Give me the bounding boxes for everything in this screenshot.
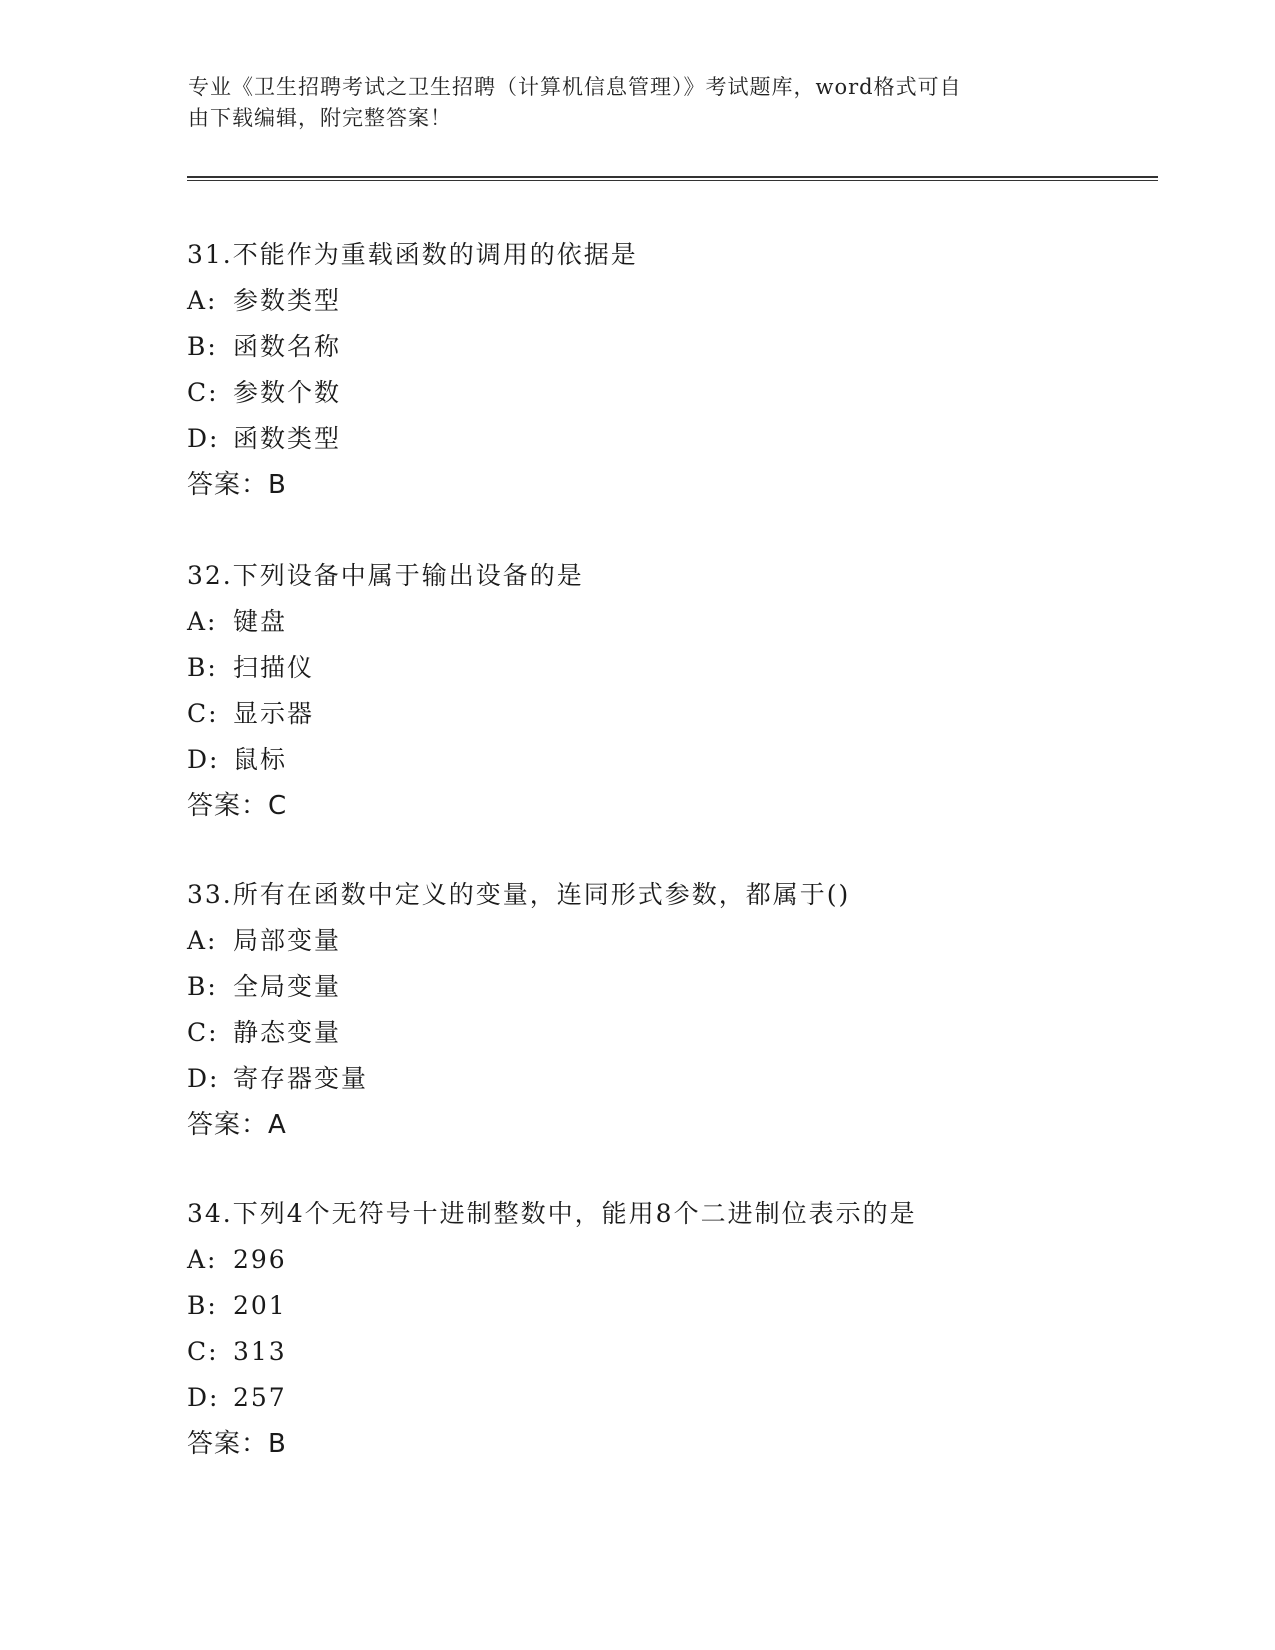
option-letter: C: (187, 378, 219, 407)
option-a (187, 918, 1147, 964)
question-stem: 32.下列设备中属于输出设备的是 (187, 561, 584, 590)
option-a (187, 278, 1147, 324)
option-letter: A: (187, 1245, 218, 1274)
option-d (187, 416, 1147, 462)
option-letter: A: (187, 926, 218, 955)
option-letter: B: (187, 1291, 218, 1320)
option-text: 键盘 (233, 607, 288, 636)
option-letter: D: (187, 1064, 220, 1093)
option-letter: D: (187, 1383, 220, 1412)
answer: 答案：B (187, 470, 287, 500)
option-text: 扫描仪 (233, 653, 315, 682)
option-b (187, 645, 1147, 691)
option-text: 257 (233, 1383, 287, 1412)
option-text: 296 (233, 1245, 287, 1274)
question-34 (187, 1191, 1147, 1467)
document-header (188, 72, 1088, 134)
option-text: 局部变量 (233, 926, 342, 955)
option-text: 鼠标 (233, 745, 288, 774)
option-text: 显示器 (233, 699, 315, 728)
option-letter: C: (187, 699, 219, 728)
option-letter: B: (187, 332, 218, 361)
header-divider (187, 176, 1158, 181)
option-c (187, 1329, 1147, 1375)
option-text: 201 (233, 1291, 287, 1320)
option-letter: B: (187, 653, 218, 682)
option-text: 静态变量 (233, 1018, 342, 1047)
option-a (187, 1237, 1147, 1283)
option-text: 参数类型 (233, 286, 342, 315)
answer: 答案：B (187, 1429, 287, 1459)
option-b (187, 324, 1147, 370)
option-letter: B: (187, 972, 218, 1001)
question-32 (187, 553, 1147, 829)
answer: 答案：A (187, 1110, 287, 1140)
option-d (187, 1056, 1147, 1102)
header-line-1: 专业《卫生招聘考试之卫生招聘（计算机信息管理）》考试题库，word格式可自 (188, 75, 962, 99)
option-letter: D: (187, 745, 220, 774)
option-text: 函数类型 (233, 424, 342, 453)
option-letter: D: (187, 424, 220, 453)
option-letter: A: (187, 607, 218, 636)
header-line-2: 由下载编辑，附完整答案！ (188, 106, 452, 130)
option-text: 313 (233, 1337, 287, 1366)
question-stem: 31.不能作为重载函数的调用的依据是 (187, 240, 638, 269)
option-text: 函数名称 (233, 332, 342, 361)
option-d (187, 1375, 1147, 1421)
option-letter: C: (187, 1337, 219, 1366)
question-33 (187, 872, 1147, 1148)
option-letter: C: (187, 1018, 219, 1047)
option-text: 全局变量 (233, 972, 342, 1001)
option-text: 寄存器变量 (233, 1064, 369, 1093)
question-31 (187, 232, 1147, 508)
option-a (187, 599, 1147, 645)
answer: 答案：C (187, 791, 288, 821)
option-b (187, 1283, 1147, 1329)
option-letter: A: (187, 286, 218, 315)
option-c (187, 1010, 1147, 1056)
question-stem: 34.下列4个无符号十进制整数中，能用8个二进制位表示的是 (187, 1199, 917, 1228)
question-stem: 33.所有在函数中定义的变量，连同形式参数，都属于() (187, 880, 851, 909)
option-text: 参数个数 (233, 378, 342, 407)
option-c (187, 691, 1147, 737)
option-d (187, 737, 1147, 783)
option-b (187, 964, 1147, 1010)
option-c (187, 370, 1147, 416)
